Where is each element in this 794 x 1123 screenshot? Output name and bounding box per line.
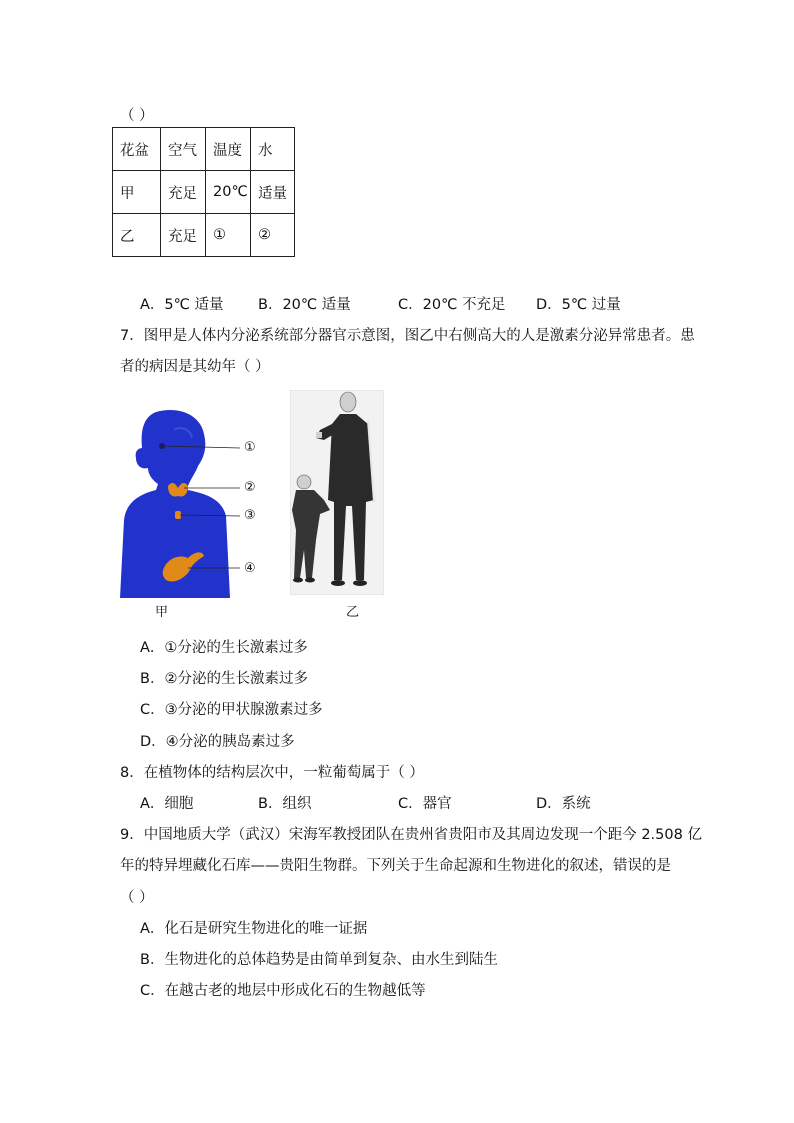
q8-option-c[interactable]: C．器官 [398, 796, 452, 812]
q6-option-c[interactable]: C．20℃ 不充足 [398, 297, 506, 313]
q6-option-b[interactable]: B．20℃ 适量 [258, 297, 351, 313]
table-cell: 空气 [161, 128, 206, 171]
table-row [113, 128, 295, 171]
q7-option-c[interactable]: C．③分泌的甲状腺激素过多 [140, 702, 323, 718]
giantism-photo [290, 390, 384, 595]
label-4: ④ [244, 561, 256, 576]
figure-b-caption: 乙 [346, 605, 360, 620]
q9-option-b[interactable]: B．生物进化的总体趋势是由简单到复杂、由水生到陆生 [140, 952, 498, 968]
table-row [113, 171, 295, 214]
q7-stem-line1: 7．图甲是人体内分泌系统部分器官示意图，图乙中右侧高大的人是激素分泌异常患者。患 [120, 328, 695, 344]
q7-option-d[interactable]: D．④分泌的胰岛素过多 [140, 734, 295, 750]
table-cell: 温度 [206, 128, 251, 171]
q6-option-d[interactable]: D．5℃ 过量 [536, 297, 621, 313]
q6-paren: （ ） [120, 108, 154, 124]
q8-option-b[interactable]: B．组织 [258, 796, 312, 812]
table-cell: 充足 [161, 214, 206, 257]
table-cell: 乙 [113, 214, 161, 257]
q7-option-b[interactable]: B．②分泌的生长激素过多 [140, 671, 308, 687]
q9-stem-line1: 9．中国地质大学（武汉）宋海军教授团队在贵州省贵阳市及其周边发现一个距今 2.508 亿 [120, 827, 702, 843]
q9-option-a[interactable]: A．化石是研究生物进化的唯一证据 [140, 921, 368, 937]
q6-option-a[interactable]: A．5℃ 适量 [140, 297, 224, 313]
q8-option-a[interactable]: A．细胞 [140, 796, 194, 812]
table-cell: 20℃ [206, 171, 251, 214]
table-row [113, 214, 295, 257]
q7-stem-line2: 者的病因是其幼年（ ） [120, 359, 270, 375]
label-1: ① [244, 440, 256, 455]
table-cell: ② [251, 214, 295, 257]
figure-a-caption: 甲 [155, 605, 169, 620]
q9-option-c[interactable]: C．在越古老的地层中形成化石的生物越低等 [140, 983, 426, 999]
table-cell: ① [206, 214, 251, 257]
q7-option-a[interactable]: A．①分泌的生长激素过多 [140, 640, 308, 656]
q6-conditions-table [112, 127, 295, 257]
table-cell: 甲 [113, 171, 161, 214]
q9-stem-line2: 年的特异埋藏化石库——贵阳生物群。下列关于生命起源和生物进化的叙述，错误的是 [120, 858, 671, 874]
table-cell: 充足 [161, 171, 206, 214]
q9-stem-line3: （ ） [120, 890, 154, 906]
table-cell: 花盆 [113, 128, 161, 171]
q8-stem: 8．在植物体的结构层次中，一粒葡萄属于（ ） [120, 765, 424, 781]
table-cell: 水 [251, 128, 295, 171]
label-2: ② [244, 480, 256, 495]
q8-option-d[interactable]: D．系统 [536, 796, 591, 812]
table-cell: 适量 [251, 171, 295, 214]
label-3: ③ [244, 508, 256, 523]
